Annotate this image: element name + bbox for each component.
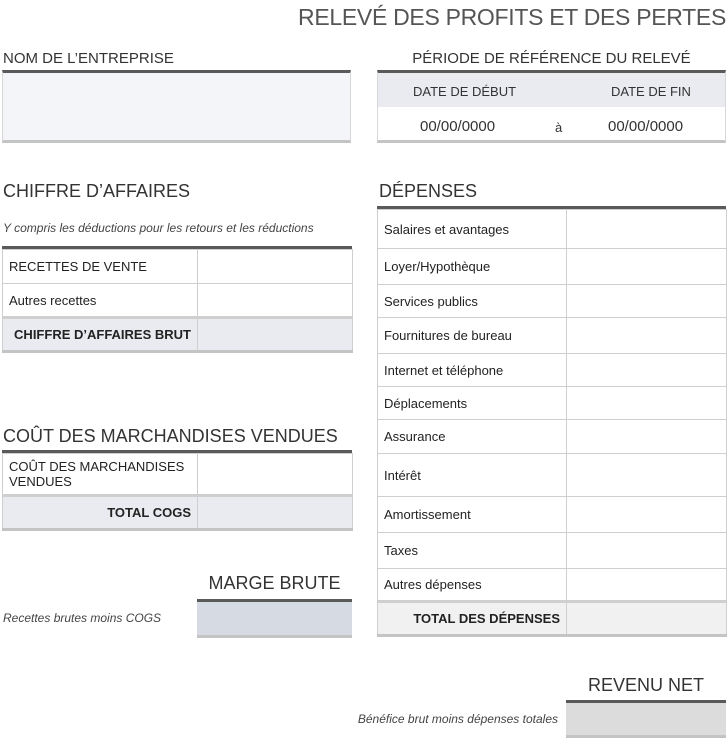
start-date-label: DATE DE DÉBUT xyxy=(413,84,517,99)
cogs-row-value[interactable] xyxy=(198,454,353,496)
expense-row-value[interactable] xyxy=(567,387,727,420)
expense-row-label: Déplacements xyxy=(378,387,567,420)
expense-row-value[interactable] xyxy=(567,210,727,249)
table-row xyxy=(3,318,353,352)
expense-row-value[interactable] xyxy=(567,285,727,318)
revenue-heading: CHIFFRE D’AFFAIRES xyxy=(3,181,191,201)
expense-row-value[interactable] xyxy=(567,420,727,454)
table-row xyxy=(3,496,353,530)
expense-row-label: Assurance xyxy=(378,420,567,454)
expense-row-label: Fournitures de bureau xyxy=(378,318,567,354)
gross-margin-value[interactable] xyxy=(197,599,352,638)
revenue-row-label: RECETTES DE VENTE xyxy=(3,250,198,284)
table-row xyxy=(378,569,727,602)
expense-row-label: Internet et téléphone xyxy=(378,354,567,387)
table-row xyxy=(3,250,353,284)
cogs-heading: COÛT DES MARCHANDISES VENDUES xyxy=(3,426,338,446)
expense-row-label: Autres dépenses xyxy=(378,569,567,602)
revenue-row-value[interactable] xyxy=(198,284,353,318)
expenses-table xyxy=(377,209,727,637)
gross-margin-note: Recettes brutes moins COGS xyxy=(3,611,162,625)
expense-row-value[interactable] xyxy=(567,533,727,569)
expense-row-label: Loyer/Hypothèque xyxy=(378,249,567,285)
table-row xyxy=(378,318,727,354)
net-income-heading: REVENU NET xyxy=(587,675,704,695)
end-date-label: DATE DE FIN xyxy=(611,84,691,99)
expense-row-value[interactable] xyxy=(567,318,727,354)
start-date-value[interactable]: 00/00/0000 xyxy=(420,118,496,135)
expenses-total-value[interactable] xyxy=(567,602,727,636)
expense-row-value[interactable] xyxy=(567,454,727,497)
expense-row-value[interactable] xyxy=(567,569,727,602)
expenses-heading: DÉPENSES xyxy=(379,181,478,201)
company-name-label: NOM DE L’ENTREPRISE xyxy=(3,50,174,67)
table-row xyxy=(378,454,727,497)
page-title: RELEVÉ DES PROFITS ET DES PERTES xyxy=(298,4,726,30)
expense-row-value[interactable] xyxy=(567,249,727,285)
revenue-row-label: Autres recettes xyxy=(3,284,198,318)
table-row xyxy=(378,387,727,420)
net-income-value[interactable] xyxy=(566,700,726,738)
table-row xyxy=(378,602,727,636)
expenses-total-label: TOTAL DES DÉPENSES xyxy=(378,602,567,636)
table-row xyxy=(378,420,727,454)
expense-row-label: Amortissement xyxy=(378,497,567,533)
table-row xyxy=(378,285,727,318)
table-row xyxy=(378,210,727,249)
cogs-total-value[interactable] xyxy=(198,496,353,530)
end-date-value[interactable]: 00/00/0000 xyxy=(608,118,684,135)
company-name-field[interactable] xyxy=(2,70,351,143)
expense-row-value[interactable] xyxy=(567,497,727,533)
revenue-table xyxy=(2,249,353,353)
cogs-row-label: COÛT DES MARCHANDISES VENDUES xyxy=(3,454,198,496)
table-row xyxy=(378,249,727,285)
expense-row-label: Intérêt xyxy=(378,454,567,497)
table-row xyxy=(378,354,727,387)
revenue-total-value[interactable] xyxy=(198,318,353,352)
gross-margin-heading: MARGE BRUTE xyxy=(208,573,341,593)
cogs-total-label: TOTAL COGS xyxy=(3,496,198,530)
expense-row-label: Taxes xyxy=(378,533,567,569)
revenue-row-value[interactable] xyxy=(198,250,353,284)
date-separator: à xyxy=(555,120,563,135)
revenue-total-label: CHIFFRE D’AFFAIRES BRUT xyxy=(3,318,198,352)
table-row xyxy=(378,533,727,569)
expense-row-label: Salaires et avantages xyxy=(378,210,567,249)
table-row xyxy=(3,454,353,496)
cogs-table xyxy=(2,453,353,531)
period-label: PÉRIODE DE RÉFÉRENCE DU RELEVÉ xyxy=(412,50,691,67)
table-row xyxy=(3,284,353,318)
expense-row-value[interactable] xyxy=(567,354,727,387)
net-income-note: Bénéfice brut moins dépenses totales xyxy=(357,712,558,726)
table-row xyxy=(378,497,727,533)
period-box xyxy=(377,70,726,143)
revenue-note: Y compris les déductions pour les retours et les réductions xyxy=(3,221,314,235)
expense-row-label: Services publics xyxy=(378,285,567,318)
